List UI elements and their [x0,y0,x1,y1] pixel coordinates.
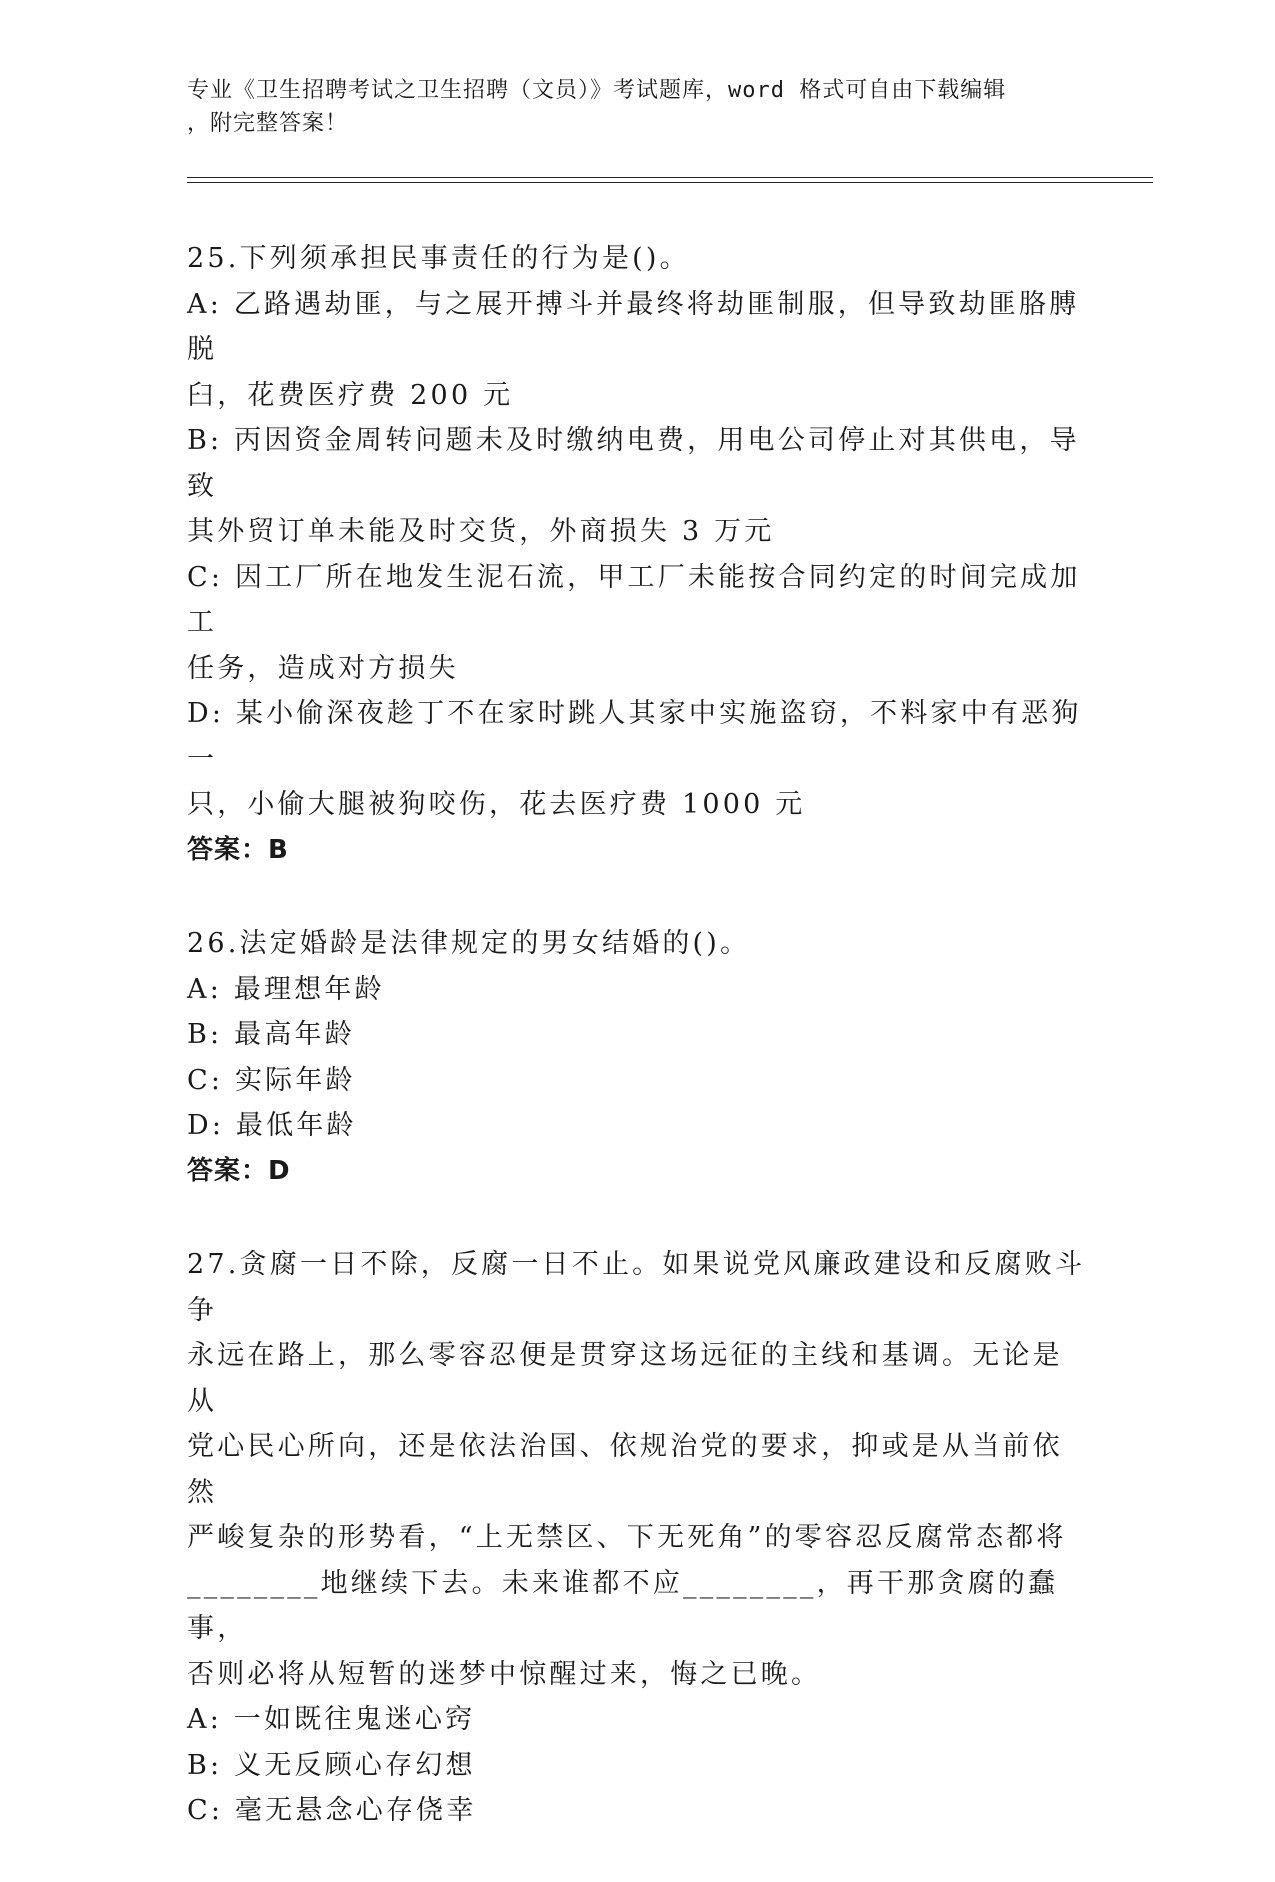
question-2 [187,921,1087,1194]
option-line: A: 一如既往鬼迷心窍 [187,1704,476,1735]
option-line: D: 某小偷深夜趁丁不在家时跳人其家中实施盗窃，不料家中有恶狗一 [187,698,1082,775]
option-line: 其外贸订单未能及时交货，外商损失 3 万元 [187,516,775,547]
answer-line: 答案：B [187,834,289,865]
option-line: C: 因工厂所在地发生泥石流，甲工厂未能按合同约定的时间完成加工 [187,561,1081,638]
header-divider-top [187,177,1153,178]
question-stem-line: 26.法定婚龄是法律规定的男女结婚的()。 [187,928,751,959]
option-line: 任务，造成对方损失 [187,652,459,684]
option-line: C: 实际年龄 [187,1064,356,1096]
question-stem-line: 27.贪腐一日不除，反腐一日不止。如果说党风廉政建设和反腐败斗争 [187,1249,1086,1326]
question-1 [187,236,1087,873]
option-line: A: 乙路遇劫匪，与之展开搏斗并最终将劫匪制服，但导致劫匪胳膊脱 [187,288,1080,365]
question-stem-line: ________地继续下去。未来谁都不应________，再干那贪腐的蠢事， [187,1567,1059,1644]
option-line: B: 丙因资金周转问题未及时缴纳电费，用电公司停止对其供电，导致 [187,425,1080,502]
option-line: 臼，花费医疗费 200 元 [187,379,514,411]
document-header [187,74,1067,140]
option-line: B: 义无反顾心存幻想 [187,1749,476,1781]
option-line: A: 最理想年龄 [187,973,385,1005]
question-list [187,236,1087,1882]
header-line-1: 专业《卫生招聘考试之卫生招聘（文员）》考试题库，word 格式可自由下载编辑 [187,78,1007,103]
question-stem-line: 25.下列须承担民事责任的行为是()。 [187,243,690,274]
option-line: D: 最低年龄 [187,1110,357,1141]
option-line: B: 最高年龄 [187,1019,355,1050]
header-divider-bottom [187,182,1153,183]
header-line-2: ，附完整答案！ [187,111,349,136]
question-3 [187,1242,1087,1834]
question-stem-line: 党心民心所向，还是依法治国、依规治党的要求，抑或是从当前依然 [187,1431,1063,1508]
question-stem-line: 永远在路上，那么零容忍便是贯穿这场远征的主线和基调。无论是从 [187,1340,1063,1417]
question-stem-line: 严峻复杂的形势看，“上无禁区、下无死角”的零容忍反腐常态都将 [187,1522,1067,1553]
option-line: 只，小偷大腿被狗咬伤，花去医疗费 1000 元 [187,789,806,820]
option-line: C: 毫无悬念心存侥幸 [187,1795,477,1826]
question-stem-line: 否则必将从短暂的迷梦中惊醒过来，悔之已晚。 [187,1658,822,1690]
answer-line: 答案：D [187,1155,291,1186]
